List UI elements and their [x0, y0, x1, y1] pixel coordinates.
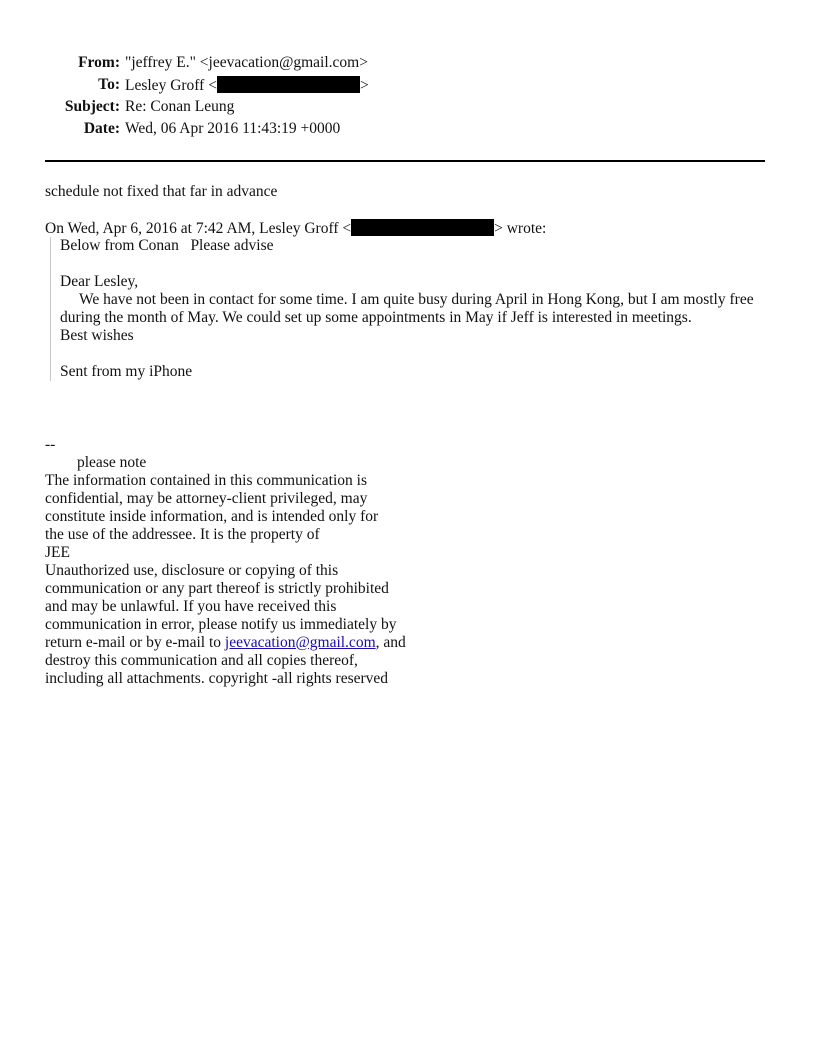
quoted-line: Below from Conan Please advise	[60, 237, 274, 254]
subject-label: Subject:	[64, 98, 120, 115]
quoted-paragraph-text: We have not been in contact for some time. I am quite busy during April in Hong Kong, but I am mostly free during the month of May. We could set up some appointments in May if Jeff is interested in meetings.	[60, 291, 754, 326]
subject-value: Re: Conan Leung	[125, 98, 235, 115]
email-headers	[45, 54, 445, 142]
quoted-message	[50, 237, 770, 381]
disclaimer-line-with-link	[45, 634, 465, 652]
to-name: Lesley Groff <	[125, 77, 217, 94]
quoted-paragraph	[60, 291, 770, 327]
date-label: Date:	[83, 120, 120, 137]
disclaimer-line: destroy this communication and all copies thereof,	[45, 652, 358, 669]
disclaimer-line: communication or any part thereof is strictly prohibited	[45, 580, 389, 597]
disclaimer-line: Unauthorized use, disclosure or copying of this	[45, 562, 339, 579]
disclaimer-line: JEE	[45, 544, 70, 561]
quoted-closing: Best wishes	[60, 327, 134, 344]
disclaimer-line: the use of the addressee. It is the property of	[45, 526, 320, 543]
signature-block	[45, 436, 465, 688]
signature-note: please note	[77, 454, 147, 471]
return-prefix: return e-mail or by e-mail to	[45, 634, 225, 651]
to-label: To:	[98, 76, 120, 93]
disclaimer-line: and may be unlawful. If you have received this	[45, 598, 337, 615]
email-link[interactable]: jeevacation@gmail.com	[224, 634, 376, 651]
header-divider	[45, 160, 765, 162]
disclaimer-line: The information contained in this communication is	[45, 472, 367, 489]
redaction-block	[351, 219, 494, 236]
signature-separator: --	[45, 436, 56, 453]
disclaimer-line: including all attachments. copyright -all rights reserved	[45, 670, 389, 687]
attribution-suffix: > wrote:	[494, 220, 547, 237]
quoted-greeting: Dear Lesley,	[60, 273, 139, 290]
date-row	[45, 120, 445, 142]
disclaimer-line: constitute inside information, and is intended only for	[45, 508, 379, 525]
quoted-sent-from: Sent from my iPhone	[60, 363, 193, 380]
disclaimer-line: communication in error, please notify us immediately by	[45, 616, 397, 633]
from-label: From:	[78, 54, 120, 71]
to-value	[125, 76, 369, 98]
date-value: Wed, 06 Apr 2016 11:43:19 +0000	[125, 120, 341, 137]
quote-attribution	[45, 219, 546, 238]
return-suffix: , and	[375, 634, 406, 651]
from-row	[45, 54, 445, 76]
subject-row	[45, 98, 445, 120]
from-value: "jeffrey E." <jeevacation@gmail.com>	[125, 54, 368, 71]
redaction-block	[217, 76, 360, 93]
to-close: >	[359, 77, 369, 94]
reply-text: schedule not fixed that far in advance	[45, 183, 278, 200]
disclaimer-line: confidential, may be attorney-client privileged, may	[45, 490, 368, 507]
to-row	[45, 76, 445, 98]
attribution-prefix: On Wed, Apr 6, 2016 at 7:42 AM, Lesley Groff <	[45, 220, 352, 237]
